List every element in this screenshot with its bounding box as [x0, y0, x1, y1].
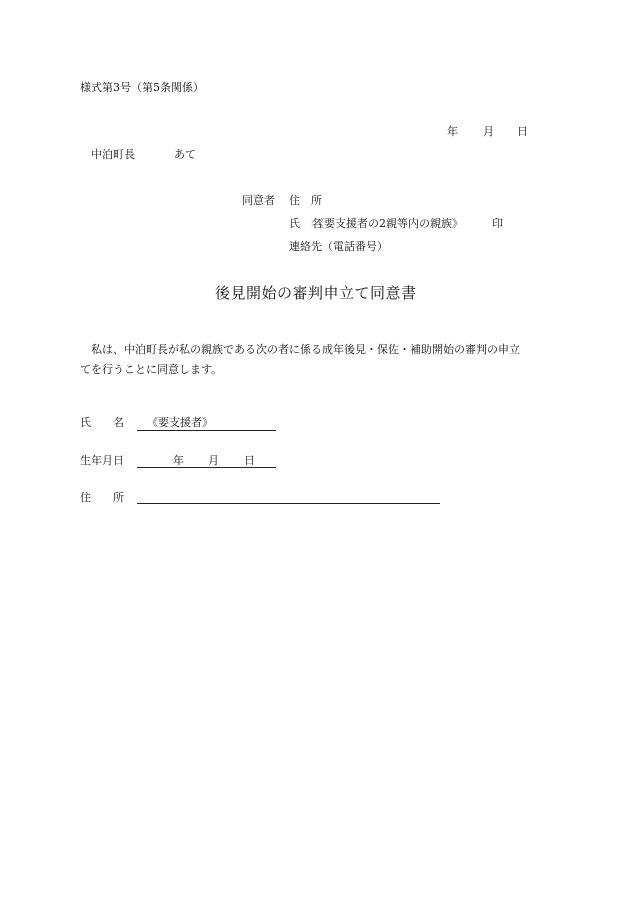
- date-month-label: 月: [483, 125, 494, 138]
- addressee-name: 中泊町長: [91, 148, 135, 161]
- subject-address-label: 住 所: [80, 491, 124, 504]
- date-year-label: 年: [447, 125, 458, 138]
- subject-birth-day-label: 日: [244, 454, 255, 467]
- consent-statement: [80, 340, 560, 380]
- consenter-label: 同意者: [242, 194, 275, 207]
- consent-statement-line-2: てを行うことに同意します。: [80, 363, 223, 376]
- subject-name-label: 氏 名: [80, 416, 124, 429]
- subject-name-placeholder: 《要支援者》: [147, 416, 213, 429]
- subject-address-underline: [137, 503, 440, 504]
- form-number-label: 様式第3号（第5条関係）: [80, 81, 204, 94]
- consent-statement-line-1: 私は、中泊町長が私の親族である次の者に係る成年後見・保佐・補助開始の審判の申立: [91, 343, 520, 356]
- seal-mark: 印: [492, 217, 503, 230]
- addressee-suffix: あて: [174, 148, 196, 161]
- consenter-contact-label: 連絡先（電話番号）: [289, 240, 388, 253]
- consenter-address-label: 住 所: [289, 194, 322, 207]
- subject-name-underline: [137, 430, 276, 431]
- subject-birth-year-label: 年: [173, 454, 184, 467]
- consenter-name-placeholder: 《要支援者の2親等内の親族》: [313, 217, 463, 230]
- subject-birthdate-underline: [137, 467, 276, 468]
- subject-birth-month-label: 月: [208, 454, 219, 467]
- consenter-name-label: 氏 名: [289, 217, 322, 230]
- subject-birthdate-label: 生年月日: [80, 454, 124, 467]
- date-day-label: 日: [517, 125, 528, 138]
- document-title: 後見開始の審判申立て同意書: [215, 284, 417, 302]
